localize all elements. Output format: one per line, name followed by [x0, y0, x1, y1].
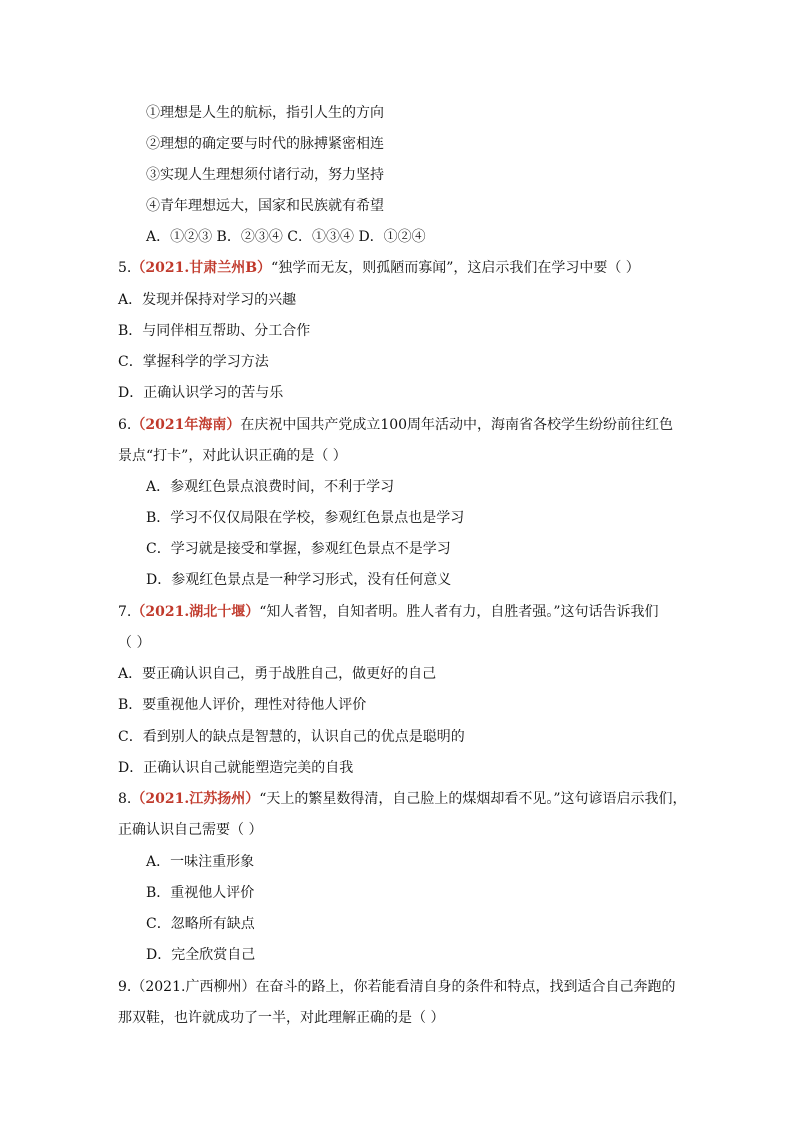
question-6-stem-line-2: 景点“打卡”，对此认识正确的是（ ） [118, 448, 347, 464]
q5-option-d: D．正确认识学习的苦与乐 [118, 385, 284, 401]
question-text: “知人者智，自知者明。胜人者有力，自胜者强。”这句话告诉我们 [259, 604, 659, 620]
question-9-stem-line-2: 那双鞋，也许就成功了一半，对此理解正确的是（ ） [118, 1010, 445, 1026]
statement-2: ②理想的确定要与时代的脉搏紧密相连 [146, 136, 384, 152]
question-text: 在奋斗的路上，你若能看清自身的条件和特点，找到适合自己奔跑的 [255, 979, 676, 995]
q7-option-d: D．正确认识自己就能塑造完美的自我 [118, 760, 354, 776]
question-number: 7. [118, 604, 132, 620]
question-number: 9. [118, 979, 132, 995]
q6-option-a: A．参观红色景点浪费时间，不利于学习 [146, 479, 395, 495]
q8-option-a: A．一味注重形象 [146, 854, 255, 870]
q7-option-c: C．看到别人的缺点是智慧的，认识自己的优点是聪明的 [118, 729, 465, 745]
q6-option-d: D．参观红色景点是一种学习形式，没有任何意义 [146, 572, 452, 588]
question-number: 6. [118, 417, 132, 433]
q8-option-c: C．忽略所有缺点 [146, 916, 255, 932]
question-source: （2021.甘肃兰州B） [131, 260, 272, 276]
question-source: （2021.湖北十堰） [131, 604, 260, 620]
statement-3: ③实现人生理想须付诸行动，努力坚持 [146, 167, 384, 183]
question-number: 5. [118, 260, 132, 276]
question-number: 8. [118, 791, 132, 807]
q8-option-d: D．完全欣赏自己 [146, 947, 256, 963]
statement-4: ④青年理想远大，国家和民族就有希望 [146, 198, 384, 214]
q7-option-a: A．要正确认识自己，勇于战胜自己，做更好的自己 [118, 666, 437, 682]
question-5-stem [118, 259, 640, 277]
q5-option-a: A．发现并保持对学习的兴趣 [118, 292, 297, 308]
question-text: “独学而无友，则孤陋而寡闻”，这启示我们在学习中要（ ） [271, 260, 640, 276]
question-7-stem-line-2: （ ） [118, 635, 151, 651]
q6-option-b: B．学习不仅仅局限在学校，参观红色景点也是学习 [146, 510, 465, 526]
question-8-stem-line-1 [118, 790, 687, 808]
q8-option-b: B．重视他人评价 [146, 885, 255, 901]
question-source: （2021.广西柳州） [131, 979, 256, 995]
question-6-stem-line-1 [118, 416, 673, 434]
q7-option-b: B．要重视他人评价，理性对待他人评价 [118, 697, 367, 713]
question-9-stem-line-1 [118, 978, 675, 996]
question-text: 在庆祝中国共产党成立100周年活动中，海南省各校学生纷纷前往红色 [240, 417, 674, 433]
q5-option-b: B．与同伴相互帮助、分工合作 [118, 323, 311, 339]
statement-1: ①理想是人生的航标，指引人生的方向 [146, 105, 384, 121]
prev-question-options: A．①②③ B．②③④ C．①③④ D．①②④ [146, 229, 426, 245]
q6-option-c: C．学习就是接受和掌握，参观红色景点不是学习 [146, 541, 451, 557]
question-7-stem-line-1 [118, 603, 659, 621]
question-source: （2021.江苏扬州） [131, 791, 260, 807]
q5-option-c: C．掌握科学的学习方法 [118, 354, 269, 370]
question-8-stem-line-2: 正确认识自己需要（ ） [118, 822, 263, 838]
question-text: “天上的繁星数得清，自己脸上的煤烟却看不见。”这句谚语启示我们， [259, 791, 687, 807]
question-source: （2021年海南） [131, 417, 241, 433]
